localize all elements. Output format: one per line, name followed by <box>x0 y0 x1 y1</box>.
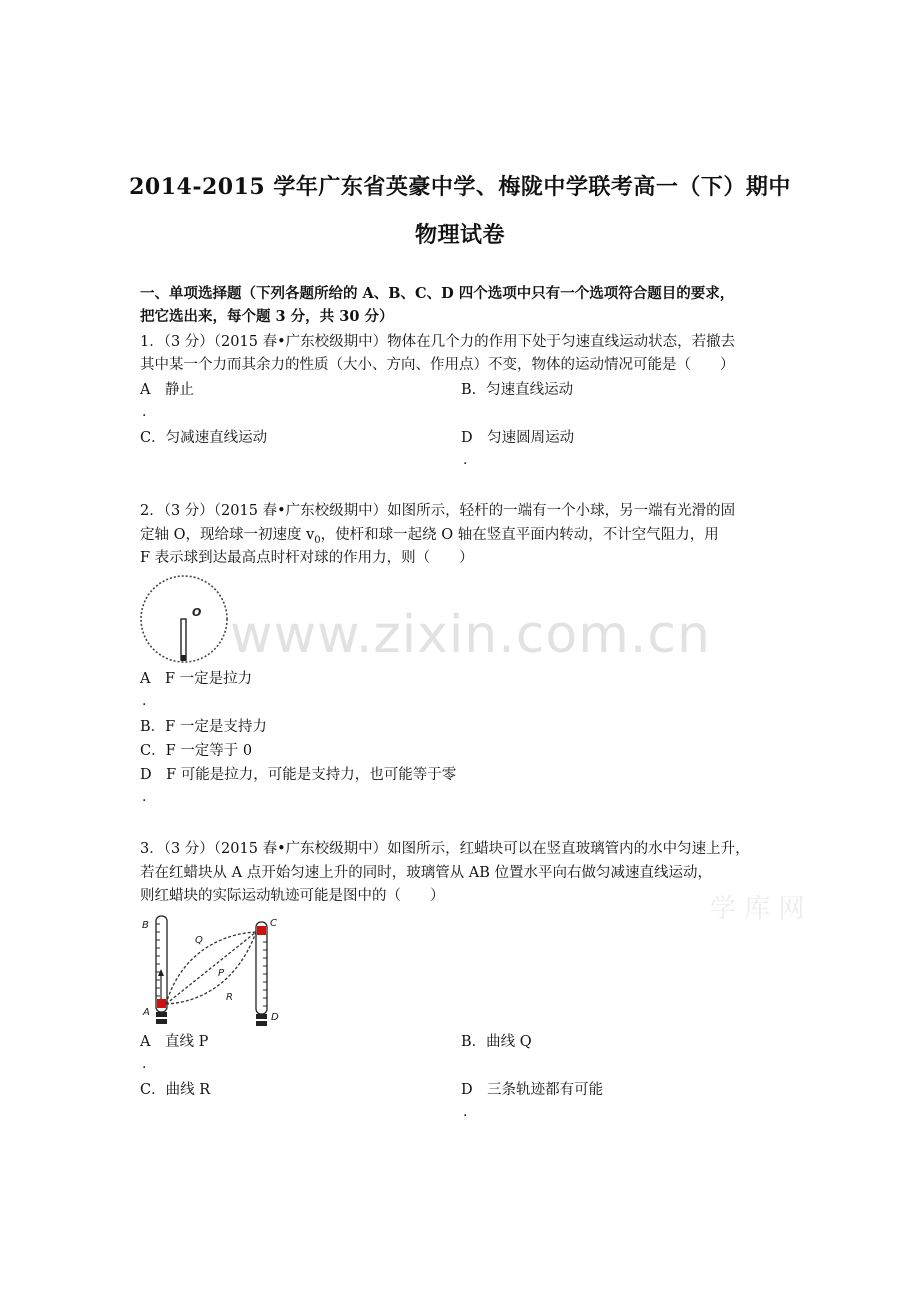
q3-option-a: A 直线 P <box>140 1034 209 1050</box>
q1-option-a-dot: . <box>142 404 147 420</box>
q3-stem-line2: 若在红蜡块从 A 点开始匀速上升的同时，玻璃管从 AB 位置水平向右做匀减速直线运动， <box>140 865 713 881</box>
q3-stem-line1: 3．（3 分）（2015 春•广东校级期中）如图所示，红蜡块可以在竖直玻璃管内的水中匀速上升， <box>140 841 750 857</box>
q1-option-b: B．匀速直线运动 <box>461 382 574 398</box>
q2-option-d: D F 可能是拉力，可能是支持力，也可能等于零 <box>140 767 457 783</box>
q1-stem-line2: 其中某一个力而其余力的性质（大小、方向、作用点）不变，物体的运动情况可能是（ ） <box>140 357 735 373</box>
q3-label-d: D <box>271 1012 279 1023</box>
q3-wax-block-start <box>157 999 166 1008</box>
q2-ball <box>181 655 186 661</box>
q3-option-a-dot: . <box>142 1056 147 1072</box>
q2-stem-line3: F 表示球到达最高点时杆对球的作用力，则（ ） <box>140 550 474 566</box>
q1-stem-line1: 1．（3 分）（2015 春•广东校级期中）物体在几个力的作用下处于匀速直线运动状态，若撤去 <box>140 334 736 350</box>
doc-title-line2: 物理试卷 <box>414 222 505 248</box>
q2-option-a: A F 一定是拉力 <box>140 671 253 687</box>
q1-option-a: A 静止 <box>140 382 194 398</box>
q2-stem-line1: 2．（3 分）（2015 春•广东校级期中）如图所示，轻杆的一端有一个小球，另一端有光滑的固 <box>140 503 736 519</box>
q3-right-base2 <box>256 1021 267 1026</box>
q1-option-d: D 匀速圆周运动 <box>461 430 575 446</box>
q3-label-b: B <box>142 920 149 931</box>
q2-option-d-dot: . <box>142 789 147 805</box>
q3-label-c: C <box>270 918 277 929</box>
site-watermark-small: 学 库 网 <box>710 894 805 924</box>
q3-label-q: Q <box>195 935 203 946</box>
section-heading-line1: 一、单项选择题（下列各题所给的 A、B、C、D 四个选项中只有一个选项符合题目的要求， <box>140 285 735 302</box>
q2-option-b: B．F 一定是支持力 <box>140 719 267 735</box>
q3-label-p: P <box>218 968 225 979</box>
q1-option-c: C．匀减速直线运动 <box>140 430 268 446</box>
q1-option-d-dot: . <box>463 452 468 468</box>
q2-stem-line2-a: 定轴 O，现给球一初速度 v <box>140 527 315 543</box>
q2-rotation-figure <box>138 575 230 665</box>
q3-left-base2 <box>156 1019 167 1024</box>
q3-right-tube <box>256 922 267 1014</box>
q3-option-d-dot: . <box>463 1104 468 1120</box>
section-heading-line2: 把它选出来，每个题 3 分，共 30 分） <box>140 308 394 325</box>
q3-wax-block-end <box>257 926 266 935</box>
q2-rod <box>181 619 186 660</box>
q3-right-base <box>256 1014 267 1019</box>
q2-stem-line2-b: ，使杆和球一起绕 O 轴在竖直平面内转动，不计空气阻力，用 <box>320 527 719 543</box>
doc-title-line1: 2014-2015 学年广东省英豪中学、梅陇中学联考高一（下）期中 <box>129 174 791 200</box>
q3-option-c: C．曲线 R <box>140 1082 211 1098</box>
q3-option-d: D 三条轨迹都有可能 <box>461 1082 604 1098</box>
q3-label-a: A <box>143 1007 150 1018</box>
q3-label-r: R <box>226 992 233 1003</box>
q2-option-c: C．F 一定等于 0 <box>140 743 253 759</box>
q3-left-base <box>156 1012 167 1017</box>
q3-line-p <box>166 932 256 1004</box>
q2-v0-subscript: 0 <box>314 534 321 546</box>
q2-axis-label-o: O <box>192 606 202 619</box>
q3-trajectory-figure <box>138 912 288 1030</box>
q3-stem-line3: 则红蜡块的实际运动轨迹可能是图中的（ ） <box>140 888 445 904</box>
q3-option-b: B．曲线 Q <box>461 1034 532 1050</box>
q2-option-a-dot: . <box>142 693 147 709</box>
site-watermark: www.zixin.com.cn <box>230 605 711 665</box>
